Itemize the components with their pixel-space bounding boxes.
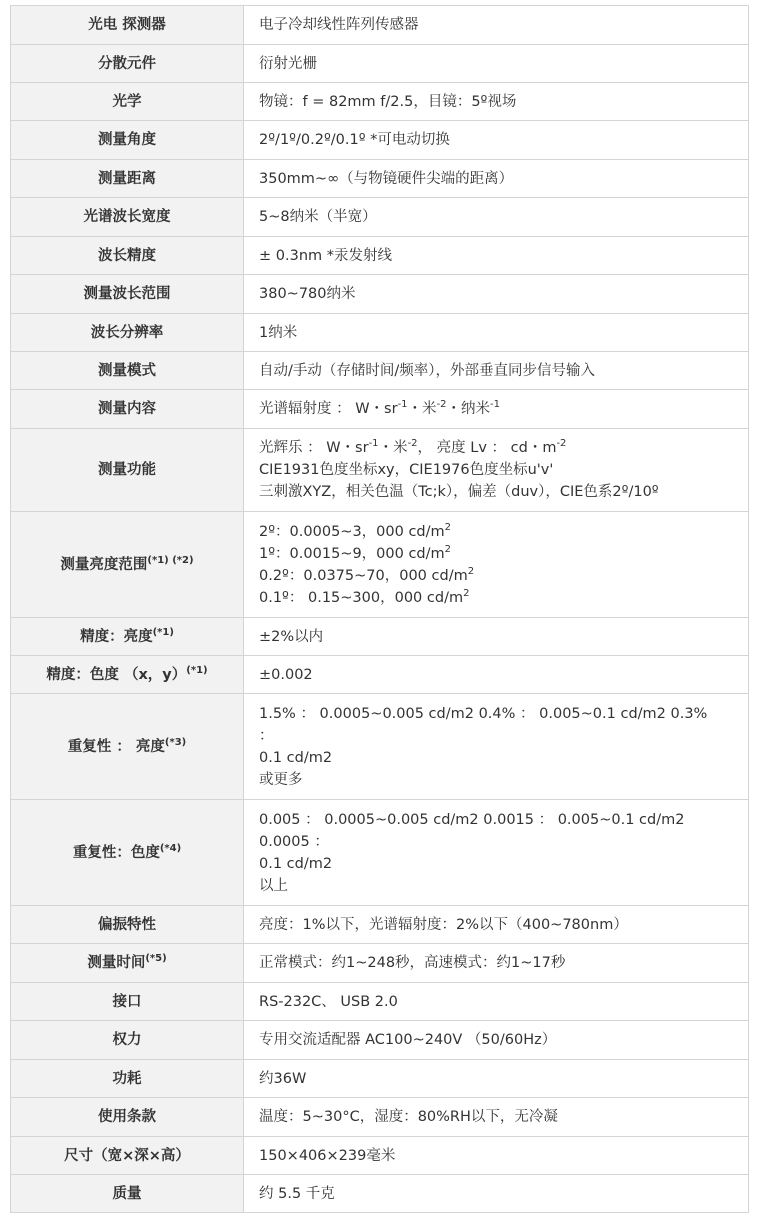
- label-text: 精度：色度 （x，y）: [46, 666, 187, 683]
- row-value: 约36W: [244, 1060, 749, 1098]
- superscript: -1: [490, 399, 501, 411]
- row-label: 测量模式: [11, 352, 244, 390]
- superscript: 2: [463, 587, 470, 599]
- row-label: 尺寸（宽×深×高）: [11, 1137, 244, 1175]
- row-value: 1纳米: [244, 314, 749, 352]
- row-label: 接口: [11, 983, 244, 1021]
- value-line: 以上: [259, 877, 288, 894]
- superscript: -2: [436, 399, 447, 411]
- table-row: [11, 429, 749, 512]
- label-note: (*4): [159, 842, 182, 854]
- superscript: -1: [397, 399, 408, 411]
- row-label: 权力: [11, 1021, 244, 1060]
- table-row: [11, 512, 749, 618]
- row-label: 光谱波长宽度: [11, 198, 244, 237]
- table-row: [11, 1060, 749, 1098]
- row-label: 测量角度: [11, 121, 244, 160]
- value-line: CIE1931色度坐标xy，CIE1976色度坐标u'v': [259, 462, 554, 478]
- value-line: 三刺激XYZ，相关色温（Tc;k），偏差（duv），CIE色系2º/10º: [259, 484, 659, 500]
- row-label: 功耗: [11, 1060, 244, 1098]
- value-text: ・米: [407, 401, 437, 417]
- value-line: 0.1 cd/m2: [259, 749, 333, 766]
- row-value: [244, 694, 749, 800]
- value-text: ・米: [378, 440, 408, 456]
- row-value: [244, 429, 749, 512]
- row-value: 电子冷却线性阵列传感器: [244, 6, 749, 45]
- table-row: [11, 983, 749, 1021]
- row-value: 380~780纳米: [244, 275, 749, 314]
- row-label: [11, 694, 244, 800]
- value-text: 1º：0.0015~9，000 cd/m: [259, 545, 445, 562]
- label-text: 重复性 ： 亮度: [67, 738, 165, 755]
- table-row: [11, 656, 749, 694]
- spec-table: [10, 5, 749, 1213]
- row-label: 分散元件: [11, 45, 244, 83]
- value-line: [259, 521, 738, 543]
- label-note: (*3): [164, 736, 187, 748]
- label-note: (*1): [186, 664, 208, 676]
- row-value: 350mm~∞（与物镜硬件尖端的距离）: [244, 160, 749, 198]
- table-row: [11, 160, 749, 198]
- label-text: 测量亮度范围: [60, 556, 148, 573]
- value-text: 2º：0.0005~3，000 cd/m: [259, 523, 445, 540]
- value-line: ：: [259, 727, 274, 744]
- table-row: [11, 83, 749, 121]
- table-row: [11, 352, 749, 390]
- row-label: 测量波长范围: [11, 275, 244, 314]
- row-label: 偏振特性: [11, 906, 244, 944]
- table-row: [11, 275, 749, 314]
- value-text: ・纳米: [446, 401, 491, 417]
- row-label: 质量: [11, 1175, 244, 1213]
- row-value: 亮度：1%以下，光谱辐射度：2%以下（400~780nm）: [244, 906, 749, 944]
- row-label: 光学: [11, 83, 244, 121]
- superscript: -2: [407, 438, 418, 450]
- row-value: 5~8纳米（半宽）: [244, 198, 749, 237]
- table-row: [11, 694, 749, 800]
- row-value: 正常模式：约1~248秒，高速模式：约1~17秒: [244, 944, 749, 983]
- table-row: [11, 198, 749, 237]
- row-label: 测量距离: [11, 160, 244, 198]
- label-note: (*1): [152, 626, 174, 638]
- row-value: 150×406×239毫米: [244, 1137, 749, 1175]
- row-label: 波长分辨率: [11, 314, 244, 352]
- superscript: 2: [444, 521, 452, 533]
- value-text: 0.2º：0.0375~70，000 cd/m: [259, 567, 468, 584]
- row-value: [244, 800, 749, 906]
- label-note: (*5): [145, 953, 167, 965]
- value-line: 0.1 cd/m2: [259, 855, 333, 872]
- row-label: 使用条款: [11, 1098, 244, 1137]
- table-row: [11, 1021, 749, 1060]
- value-text: 光谱辐射度 ： W・sr: [259, 401, 398, 417]
- table-row: [11, 800, 749, 906]
- value-line: 0.0005 ：: [259, 833, 329, 850]
- row-value: 温度：5~30°C，湿度：80%RH以下，无冷凝: [244, 1098, 749, 1137]
- row-value: 自动/手动（存储时间/频率），外部垂直同步信号输入: [244, 352, 749, 390]
- row-label: [11, 512, 244, 618]
- table-row: [11, 944, 749, 983]
- table-row: [11, 121, 749, 160]
- row-label: [11, 656, 244, 694]
- row-label: 光电 探测器: [11, 6, 244, 45]
- superscript: 2: [444, 543, 452, 555]
- table-row: [11, 6, 749, 45]
- table-row: [11, 390, 749, 429]
- row-label: 测量功能: [11, 429, 244, 512]
- row-value: [244, 512, 749, 618]
- row-value: 2º/1º/0.2º/0.1º *可电动切换: [244, 121, 749, 160]
- value-line: 0.005 ： 0.0005~0.005 cd/m2 0.0015 ： 0.005~0.1 cd/m2: [259, 811, 685, 828]
- superscript: -1: [368, 438, 379, 450]
- value-line: 或更多: [259, 771, 303, 788]
- row-label: [11, 944, 244, 983]
- table-row: [11, 618, 749, 656]
- table-row: [11, 1175, 749, 1213]
- row-value: 专用交流适配器 AC100~240V （50/60Hz）: [244, 1021, 749, 1060]
- value-line: [259, 437, 738, 459]
- row-value: ±2%以内: [244, 618, 749, 656]
- row-value: ±0.002: [244, 656, 749, 694]
- label-note: (*1) (*2): [147, 554, 194, 566]
- label-text: 测量时间: [87, 955, 146, 971]
- table-row: [11, 1137, 749, 1175]
- row-label: [11, 800, 244, 906]
- label-text: 重复性：色度: [72, 844, 160, 861]
- row-label: 波长精度: [11, 237, 244, 275]
- row-value: 物镜：f = 82mm f/2.5，目镜：5º视场: [244, 83, 749, 121]
- table-row: [11, 314, 749, 352]
- table-row: [11, 1098, 749, 1137]
- value-line: [259, 587, 738, 609]
- table-row: [11, 906, 749, 944]
- row-label: [11, 618, 244, 656]
- value-line: 1.5% ： 0.0005~0.005 cd/m2 0.4% ： 0.005~0.1 cd/m2 0.3%: [259, 705, 708, 722]
- value-line: [259, 543, 738, 565]
- row-value: [244, 390, 749, 429]
- value-text: 光辉乐 ： W・sr: [259, 440, 369, 456]
- row-label: 测量内容: [11, 390, 244, 429]
- value-text: ， 亮度 Lv ： cd・m: [417, 440, 557, 456]
- row-value: 约 5.5 千克: [244, 1175, 749, 1213]
- label-text: 精度：亮度: [80, 628, 153, 645]
- value-text: 0.1º： 0.15~300，000 cd/m: [259, 589, 464, 606]
- row-value: ± 0.3nm *汞发射线: [244, 237, 749, 275]
- value-line: [259, 565, 738, 587]
- superscript: -2: [556, 438, 567, 450]
- row-value: RS-232C、 USB 2.0: [244, 983, 749, 1021]
- row-value: 衍射光栅: [244, 45, 749, 83]
- table-row: [11, 45, 749, 83]
- table-row: [11, 237, 749, 275]
- superscript: 2: [467, 565, 475, 577]
